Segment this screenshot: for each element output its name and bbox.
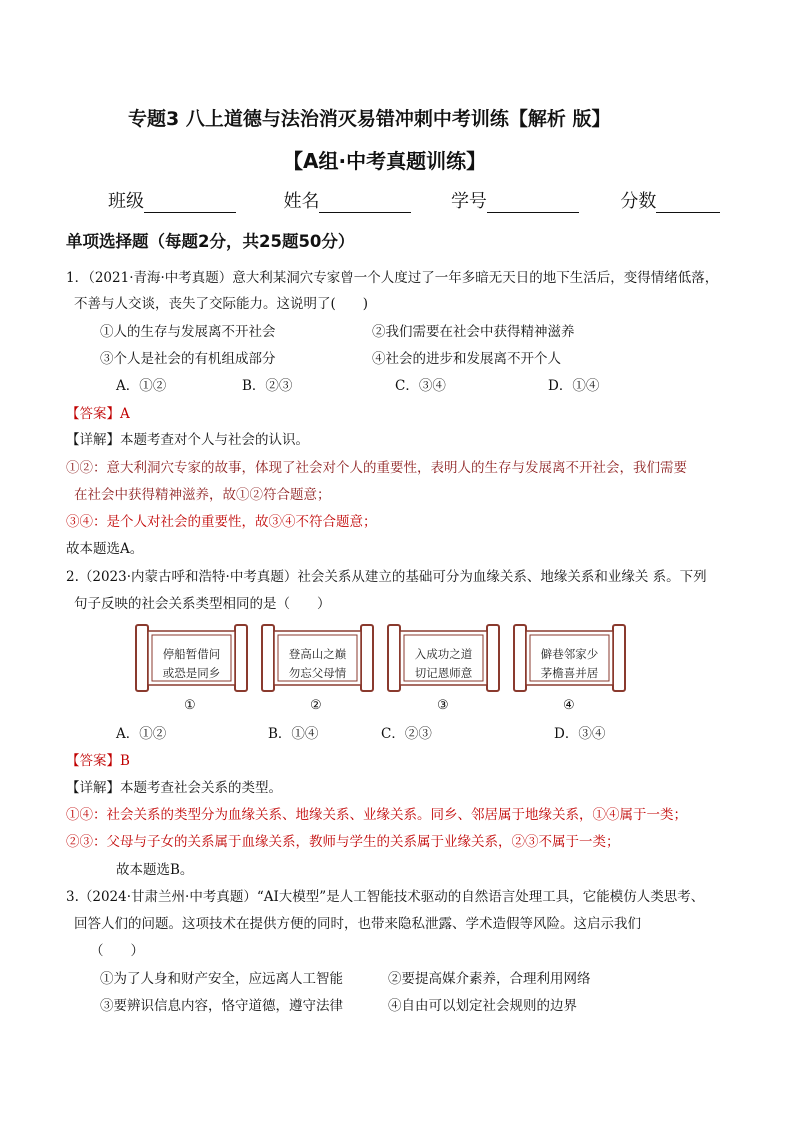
q1-option-3: ③个人是社会的有机组成部分 [100, 351, 276, 367]
q1-stem-line2: 不善与人交谈，丧失了交际能力。这说明了( ) [74, 296, 369, 312]
q3-option-3: ③要辨识信息内容，恪守道德，遵守法律 [100, 998, 343, 1014]
q1-stem-line1: 1．（2021·青海·中考真题）意大利某洞穴专家曾一个人度过了一年多暗无天日的地下生活后，变得情绪低落， [66, 270, 719, 286]
q1-option-4: ④社会的进步和发展离不开个人 [372, 351, 561, 367]
q3-option-4: ④自由可以划定社会规则的边界 [388, 998, 577, 1014]
class-blank [144, 192, 236, 213]
student-info-row [108, 187, 720, 213]
scroll-4-line1: 僻巷邻家少 [540, 647, 599, 661]
q1-choice-a: A．①② [116, 378, 167, 394]
scroll-2-label: ② [310, 698, 322, 713]
student-id-blank [487, 192, 579, 213]
q2-choice-b: B．①④ [268, 726, 319, 742]
section-heading: 单项选择题（每题2分，共25题50分） [66, 232, 355, 251]
q2-choice-d: D．③④ [554, 726, 606, 742]
scroll-3-line1: 入成功之道 [414, 647, 473, 661]
scroll-1-line2: 或恐是同乡 [162, 666, 221, 680]
q1-explanation-1-line1: ①②：意大利洞穴专家的故事，体现了社会对个人的重要性，表明人的生存与发展离不开社会，我们需要 [66, 460, 687, 476]
scroll-1-line1: 停船暂借问 [162, 647, 221, 661]
scroll-4-label: ④ [563, 698, 575, 713]
student-id-label: 学号 [450, 191, 487, 212]
scroll-1-label: ① [184, 698, 196, 713]
name-blank [319, 192, 411, 213]
scroll-4-line2: 茅檐喜并居 [540, 666, 599, 680]
q2-choice-a: A．①② [116, 726, 167, 742]
q3-stem-line1: 3.（2024·甘肃兰州·中考真题）“AI大模型”是人工智能技术驱动的自然语言处理工具，它能模仿人类思考、 [66, 889, 705, 905]
score-blank [656, 192, 720, 213]
q1-choice-c: C．③④ [395, 378, 446, 394]
q2-scroll-3 [385, 623, 502, 693]
scroll-3-label: ③ [437, 698, 449, 713]
q2-conclusion: 故本题选B。 [116, 862, 194, 878]
q2-stem-line1: 2.（2023·内蒙古呼和浩特·中考真题）社会关系从建立的基础可分为血缘关系、地缘关系和业缘关 系。下列 [66, 569, 707, 585]
q1-explanation-2: ③④：是个人对社会的重要性，故③④不符合题意； [66, 514, 377, 530]
q2-detail: 【详解】本题考查社会关系的类型。 [66, 780, 282, 796]
name-label: 姓名 [283, 191, 320, 212]
score-label: 分数 [620, 191, 657, 212]
q1-detail: 【详解】本题考查对个人与社会的认识。 [66, 432, 309, 448]
q2-scroll-1 [133, 623, 250, 693]
q2-stem-line2: 句子反映的社会关系类型相同的是（ ） [74, 596, 331, 612]
q2-scroll-2 [259, 623, 376, 693]
q2-choice-c: C．②③ [381, 726, 432, 742]
q3-stem-line3: （ ） [90, 943, 144, 959]
q2-explanation-2: ②③：父母与子女的关系属于血缘关系，教师与学生的关系属于业缘关系，②③不属于一类； [66, 834, 620, 850]
q3-option-1: ①为了人身和财产安全，应远离人工智能 [100, 971, 343, 987]
q1-answer: 【答案】A [66, 406, 130, 422]
document-title: 专题3 八上道德与法治消灭易错冲刺中考训练【解析 版】 [128, 108, 611, 130]
scroll-2-line2: 勿忘父母情 [288, 666, 347, 680]
document-subtitle: 【A组·中考真题训练】 [283, 149, 487, 173]
q3-stem-line2: 回答人们的问题。这项技术在提供方便的同时，也带来隐私泄露、学术造假等风险。这启示我们 [74, 916, 641, 932]
q1-option-2: ②我们需要在社会中获得精神滋养 [372, 324, 575, 340]
scroll-2-line1: 登高山之巅 [288, 647, 347, 661]
scroll-3-line2: 切记恩师意 [414, 666, 473, 680]
q1-choice-b: B．②③ [242, 378, 293, 394]
q2-explanation-1: ①④：社会关系的类型分为血缘关系、地缘关系、业缘关系。同乡、邻居属于地缘关系，①④属于一类； [66, 807, 687, 823]
q2-scroll-4 [511, 623, 628, 693]
q1-option-1: ①人的生存与发展离不开社会 [100, 324, 276, 340]
class-label: 班级 [108, 191, 144, 212]
q1-conclusion: 故本题选A。 [66, 541, 144, 557]
q1-explanation-1-line2: 在社会中获得精神滋养，故①②符合题意； [74, 487, 331, 503]
q1-choice-d: D．①④ [548, 378, 600, 394]
q2-answer: 【答案】B [66, 753, 130, 769]
q3-option-2: ②要提高媒介素养，合理利用网络 [388, 971, 591, 987]
